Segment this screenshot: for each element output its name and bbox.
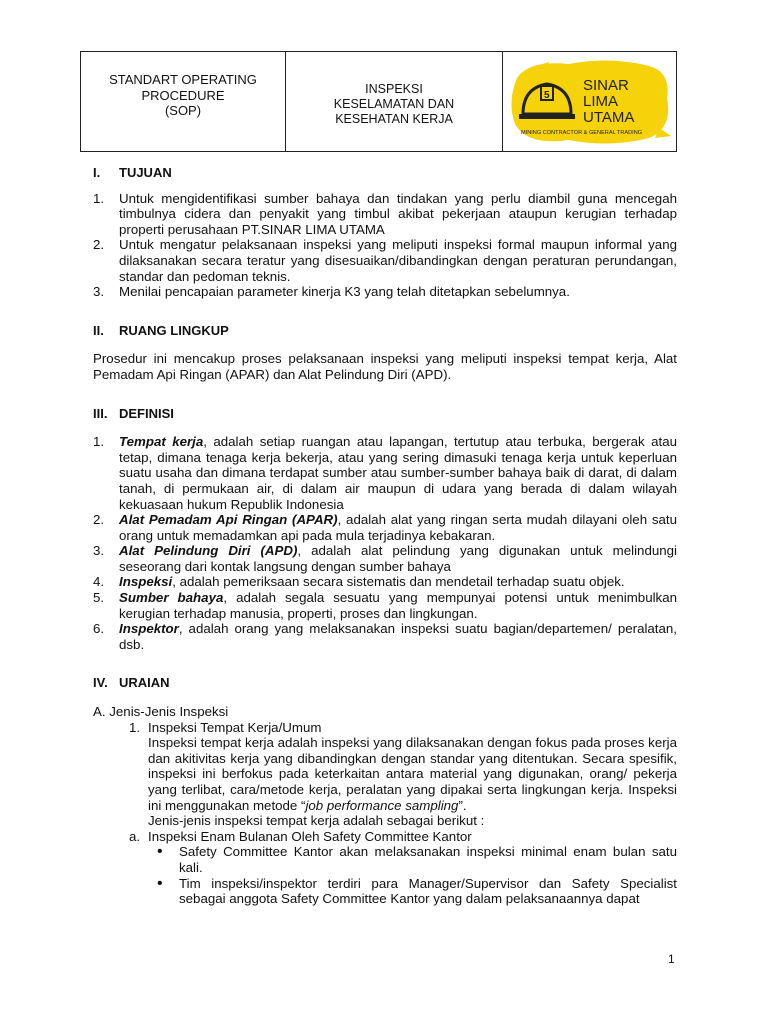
logo-text-3: UTAMA — [583, 109, 635, 126]
item-text: Inspeksi Tempat Kerja/Umum — [148, 719, 322, 735]
item-number: 3. — [93, 284, 105, 300]
sop-line-1: STANDART OPERATING — [109, 72, 257, 88]
ruang-lingkup-text: Prosedur ini mencakup proses pelaksanaan inspeksi yang meliputi inspeksi tempat kerja, Alat Pemadam Api Ringan (APAR) dan Alat Pelindung Diri (APD). — [93, 351, 677, 382]
section-title: URAIAN — [119, 675, 170, 691]
uraian-paragraph — [93, 735, 677, 813]
uraian-paragraph: Jenis-jenis inspeksi tempat kerja adalah sebagai berikut : — [148, 813, 485, 829]
italic-term: job performance sampling — [305, 797, 459, 813]
section-title: RUANG LINGKUP — [119, 322, 229, 338]
definition-text: , adalah alat pelindung yang digunakan untuk melindungi seseorang dari kontak langsung dengan sumber bahaya — [119, 543, 677, 574]
definisi-item — [93, 543, 677, 574]
document-body — [93, 165, 677, 907]
definition-term: Alat Pelindung Diri (APD) — [119, 543, 298, 559]
definition-term: Alat Pemadam Api Ringan (APAR) — [119, 512, 338, 528]
sub-heading-a: A. Jenis-Jenis Inspeksi — [93, 704, 229, 720]
item-number: 4. — [93, 574, 105, 590]
logo-text-2: LIMA — [583, 93, 619, 110]
item-text: Menilai pencapaian parameter kinerja K3 yang telah ditetapkan sebelumnya. — [119, 284, 570, 300]
page-number: 1 — [668, 952, 675, 966]
header-table — [80, 51, 677, 152]
definisi-item — [93, 434, 677, 512]
definition-text: , adalah segala sesuatu yang mempunyai potensi untuk menimbulkan kerugian terhadap manusia, properti, proses dan lingkungan. — [119, 590, 677, 621]
tujuan-item — [93, 284, 677, 300]
section-number: IV. — [93, 675, 108, 691]
item-text: Inspeksi Enam Bulanan Oleh Safety Committee Kantor — [148, 828, 472, 844]
bullet-icon: • — [157, 874, 163, 892]
title-line-2: KESELAMATAN DAN — [333, 97, 455, 111]
item-number: 2. — [93, 512, 105, 528]
section-number: I. — [93, 165, 101, 180]
definition-text: , adalah orang yang melaksanakan inspeksi suatu bagian/departemen/ peralatan, dsb. — [119, 621, 677, 652]
definition-term: Inspeksi — [119, 574, 173, 590]
definisi-item — [93, 590, 677, 621]
definisi-item — [93, 512, 677, 543]
tujuan-item — [93, 237, 677, 284]
paragraph-text: ”. — [458, 797, 467, 813]
bullet-item — [93, 876, 677, 907]
bullet-text: Safety Committee Kantor akan melaksanakan inspeksi minimal enam bulan satu kali. — [179, 844, 677, 875]
definition-text: , adalah pemeriksaan secara sistematis dan mendetail terhadap suatu objek. — [172, 574, 625, 590]
section-title: DEFINISI — [119, 405, 174, 421]
item-number: 1. — [129, 719, 141, 735]
definition-text: , adalah alat yang ringan serta mudah dilayani oleh satu orang untuk memadamkan api pada mula terjadinya kebakaran. — [119, 512, 677, 543]
logo-badge: 5 — [544, 90, 550, 101]
definisi-item — [93, 621, 677, 652]
item-number: a. — [129, 828, 141, 844]
definition-term: Sumber bahaya — [119, 590, 224, 606]
section-title: TUJUAN — [119, 165, 172, 180]
item-number: 1. — [93, 190, 105, 206]
logo-text-1: SINAR — [583, 77, 629, 94]
title-line-3: KESEHATAN KERJA — [335, 112, 453, 126]
item-number: 5. — [93, 590, 105, 606]
company-logo — [509, 58, 673, 144]
section-definisi-heading — [93, 406, 677, 422]
sop-cell — [81, 52, 286, 151]
logo-cell — [503, 52, 676, 151]
section-number: III. — [93, 405, 108, 421]
item-text: Untuk mengidentifikasi sumber bahaya dan tindakan yang perlu diambil guna mencegah timbulnya cidera dan penyakit yang timbul akibat pekerjaan ataupun kerugian terhadap properti perusahaan PT.SINAR LIMA UTAMA — [119, 190, 677, 237]
paragraph-text: Inspeksi tempat kerja adalah inspeksi yang dilaksanakan dengan fokus pada proses kerja dan akitivitas kerja yang dibandingkan dengan standar yang ditentukan. Secara spesifik, inspeksi ini berfokus pada keterkaitan antara material yang digunakan, orang/ pekerja yang terlibat, cara/metode kerja, peralatan yang dipakai serta lingkungan kerja. Inspeksi ini menggunakan metode “ — [148, 735, 677, 813]
bullet-text: Tim inspeksi/inspektor terdiri para Manager/Supervisor dan Safety Specialist sebagai anggota Safety Committee Kantor yang dalam pelaksanaannya dapat — [179, 875, 677, 907]
definisi-item — [93, 574, 677, 590]
definition-term: Tempat kerja — [119, 434, 204, 450]
item-number: 6. — [93, 621, 105, 637]
bullet-icon: • — [157, 843, 163, 861]
sop-line-2: PROCEDURE — [141, 87, 225, 103]
document-title-cell — [286, 52, 503, 151]
sub-heading-1 — [93, 720, 677, 736]
section-number: II. — [93, 322, 104, 338]
sop-line-3: (SOP) — [164, 103, 202, 119]
section-tujuan-heading — [93, 165, 677, 181]
section-ruang-lingkup-heading — [93, 323, 677, 339]
item-text: Untuk mengatur pelaksanaan inspeksi yang meliputi inspeksi formal maupun informal yang dilaksanakan secara teratur yang disesuaikan/dibandingkan dengan peraturan perundangan, standar dan pedoman teknis. — [119, 237, 677, 284]
item-number: 3. — [93, 543, 105, 559]
logo-tagline: MINING CONTRACTOR & GENERAL TRADING — [521, 130, 643, 136]
sub-heading-a2 — [93, 829, 677, 845]
definition-text: , adalah setiap ruangan atau lapangan, tertutup atau terbuka, bergerak atau tetap, dimana tenaga kerja bekerja, atau yang sering dimasuki tenaga kerja untuk keperluan suatu usaha dan dimana terdapat sumber atau sumber-sumber bahaya baik di darat, di dalam tanah, di permukaan air, di dalam air maupun di udara yang berada di dalam wilayah kekuasaan hukum Republik Indonesia — [119, 434, 677, 512]
definition-term: Inspektor — [119, 621, 179, 637]
item-number: 1. — [93, 434, 105, 450]
tujuan-item — [93, 191, 677, 238]
item-number: 2. — [93, 237, 105, 253]
bullet-item — [93, 844, 677, 875]
section-uraian-heading — [93, 675, 677, 691]
title-line-1: INSPEKSI — [365, 82, 423, 96]
